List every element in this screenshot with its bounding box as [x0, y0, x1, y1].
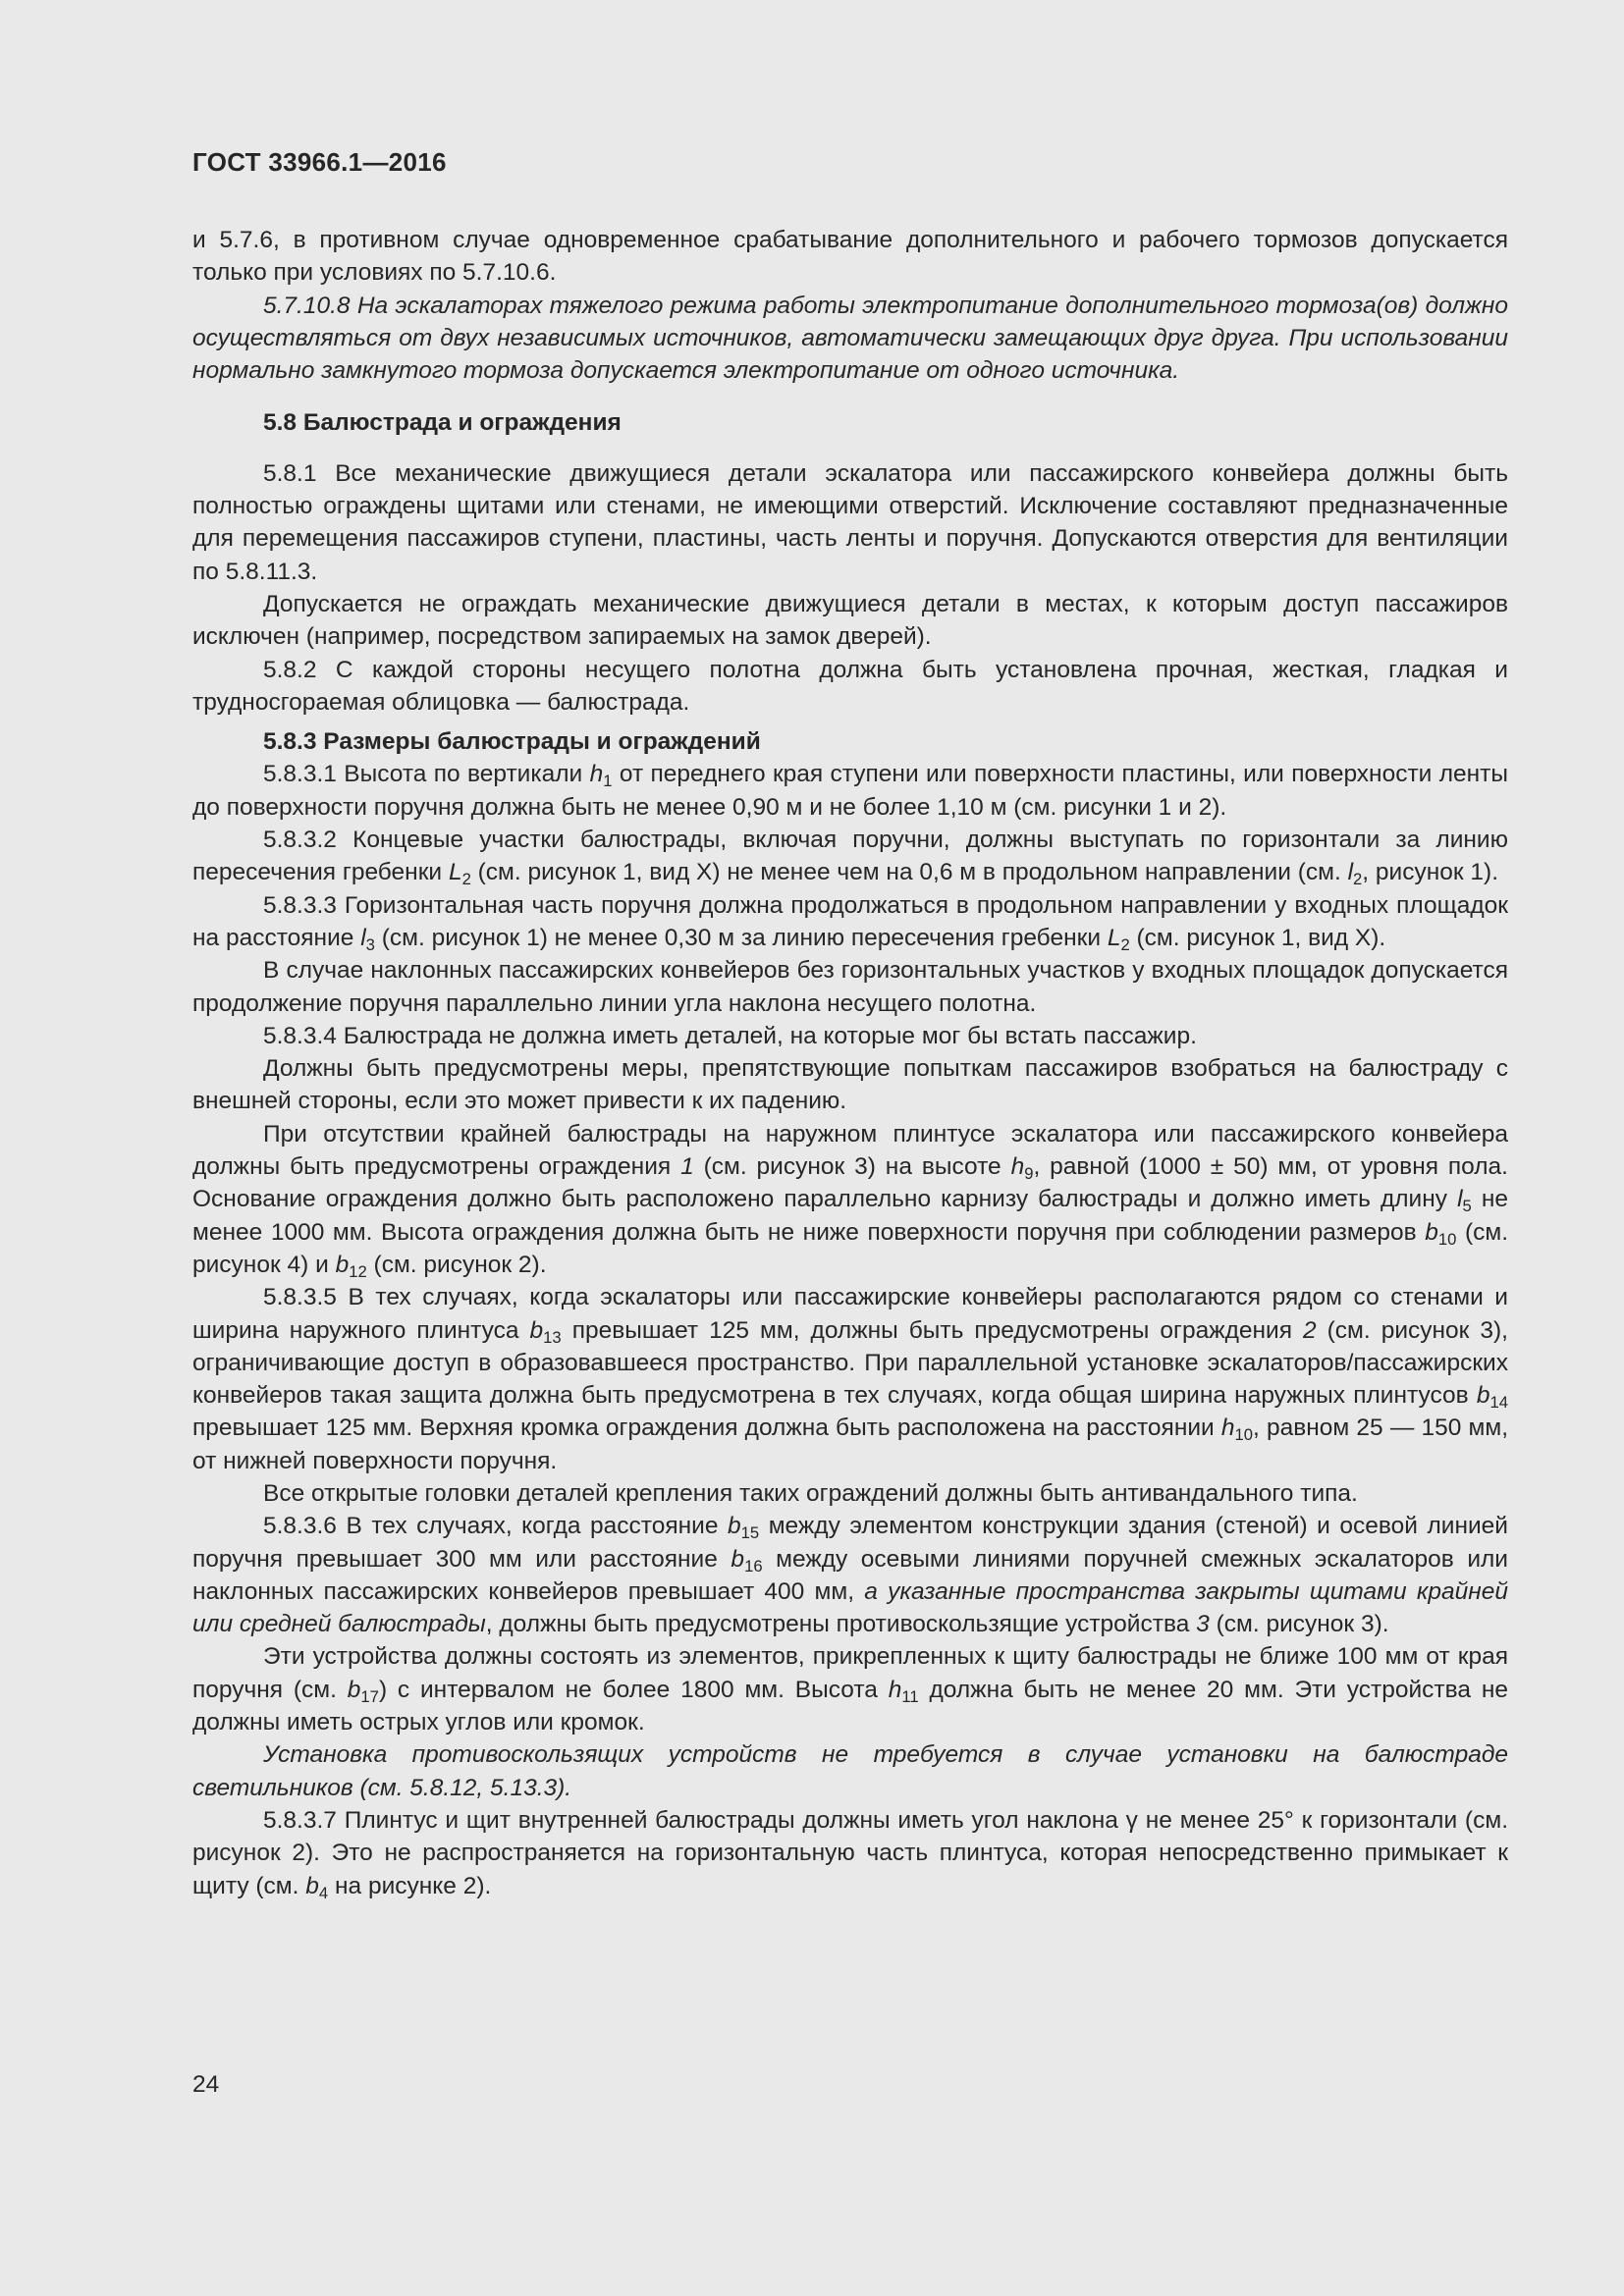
variable: 2: [1303, 1316, 1317, 1344]
italic-text: 5.7.10.8 На эскалаторах тяжелого режима работы электропитание дополнительного тормоза(ов) должно осуществляться от двух независимых источников, автоматически замещающих друг друга. При использовании нормально замкнутого тормоза допускается электропитание от одного источника.: [192, 292, 1508, 385]
text-run: превышает 125 мм. Верхняя кромка ограждения должна быть расположена на расстоянии: [192, 1415, 1221, 1442]
text-run: , должны быть предусмотрены противоскользящие устройства: [485, 1611, 1197, 1638]
subscript: 12: [349, 1261, 367, 1281]
italic-text: а указанные пространства закрыты щитами крайней или средней балюстрады: [192, 1577, 1509, 1638]
variable: h: [1010, 1153, 1025, 1181]
subscript: 1: [603, 772, 613, 791]
variable: L: [1107, 924, 1121, 951]
paragraph: [192, 889, 1508, 955]
paragraph: [192, 1118, 1508, 1281]
section-heading: 5.8 Балюстрада и ограждения: [263, 409, 622, 437]
page-number: 24: [192, 2071, 220, 2098]
subscript: 16: [744, 1556, 763, 1575]
paragraph: и 5.7.6, в противном случае одновременное срабатывание дополнительного и рабочего тормозов допускается только при условиях по 5.7.10.6.: [192, 227, 1508, 287]
paragraph-italic: [192, 290, 1508, 388]
paragraph: 5.8.1 Все механические движущиеся детали эскалатора или пассажирского конвейера должны быть полностью ограждены щитами или стенами, не имеющими отверстий. Исключение составляют предназначенные для перемещения пассажиров ступени, пластины, часть ленты и поручня. Допускаются отверстия для вентиляции по 5.8.11.3.: [192, 459, 1508, 585]
variable: L: [448, 859, 462, 886]
paragraph: [192, 758, 1508, 824]
subscript: 13: [543, 1327, 562, 1347]
text-run: , рисунок 1).: [1362, 859, 1498, 886]
variable: l: [1347, 859, 1354, 886]
text-run: (см. рисунок 3).: [1209, 1611, 1389, 1638]
variable: l: [1457, 1186, 1463, 1213]
paragraph: 5.8.3.4 Балюстрада не должна иметь деталей, на которые мог бы встать пассажир.: [263, 1022, 1197, 1049]
subscript: 2: [461, 870, 471, 889]
text-run: 5.8.3.5 В тех случаях, когда эскалаторы или пассажирские конвейеры располагаются рядом со стенами и ширина наружного плинтуса: [192, 1284, 1508, 1344]
variable: h: [1220, 1415, 1235, 1442]
text-run: не менее 1000 мм. Высота ограждения должна быть не ниже поверхности поручня при соблюдении размеров: [192, 1186, 1508, 1246]
subscript: 9: [1024, 1164, 1034, 1183]
text-run: , равном 25 — 150 мм, от нижней поверхности поручня.: [192, 1415, 1508, 1474]
text-run: ) с интервалом не более 1800 мм. Высота: [378, 1676, 889, 1703]
variable: b: [731, 1545, 745, 1573]
document-header: ГОСТ 33966.1—2016: [192, 147, 447, 177]
paragraph: [192, 1804, 1508, 1902]
paragraph: Все открытые головки деталей крепления таких ограждений должны быть антивандального типа.: [263, 1479, 1358, 1507]
text-run: (см. рисунок 2).: [366, 1251, 547, 1278]
variable: b: [1476, 1382, 1490, 1410]
text-run: (см. рисунок 3) на высоте: [693, 1153, 1011, 1181]
subscript: 4: [318, 1883, 329, 1902]
subscript: 2: [1353, 870, 1363, 889]
text-run: 5.8.3.1 Высота по вертикали: [263, 761, 590, 788]
text-run: между осевыми линиями поручней смежных эскалаторов или наклонных пассажирских конвейеров превышает 400 мм,: [192, 1545, 1508, 1605]
text-run: на рисунке 2).: [328, 1872, 492, 1899]
paragraph-italic: [192, 1738, 1508, 1804]
paragraph: [192, 1640, 1508, 1738]
text-run: (см. рисунок 1, вид X).: [1129, 924, 1386, 951]
variable: b: [347, 1676, 361, 1703]
text-run: 5.8.3.7 Плинтус и щит внутренней балюстрады должны иметь угол наклона γ не менее 25° к горизонтали (см. рисунок 2). Это не распространяется на горизонтальную часть плинтуса, которая непосредственно примыкает к щиту (см.: [192, 1806, 1508, 1899]
variable: b: [529, 1316, 544, 1344]
variable: h: [888, 1676, 902, 1703]
paragraph: [192, 1281, 1508, 1477]
variable: b: [728, 1513, 741, 1540]
document-body: [192, 224, 1508, 1902]
text-run: (см. рисунок 1) не менее 0,30 м за линию пересечения гребенки: [374, 924, 1108, 951]
text-run: (см. рисунок 3), ограничивающие доступ в образовавшееся пространство. При параллельной установке эскалаторов/пассажирских конвейеров такая защита должна быть предусмотрена в тех случаях, когда общая ширина наружных плинтусов: [192, 1316, 1508, 1410]
text-run: Эти устройства должны состоять из элементов, прикрепленных к щиту балюстрады не ближе 100 мм от края поручня (см.: [192, 1643, 1508, 1703]
text-run: (см. рисунок 4) и: [192, 1218, 1509, 1278]
subscript: 10: [1437, 1229, 1457, 1249]
variable: h: [589, 761, 604, 788]
subscript: 14: [1489, 1393, 1508, 1413]
variable: 1: [680, 1153, 694, 1181]
text-run: от переднего края ступени или поверхности пластины, или поверхности ленты до поверхности поручня должна быть не менее 0,90 м и не более 1,10 м (см. рисунки 1 и 2).: [192, 761, 1508, 821]
text-run: (см. рисунок 1, вид X) не менее чем на 0,6 м в продольном направлении (см.: [470, 859, 1348, 886]
text-run: между элементом конструкции здания (стеной) и осевой линией поручня превышает 300 мм или расстояние: [192, 1513, 1508, 1573]
text-run: должна быть не менее 20 мм. Эти устройства не должны иметь острых углов или кромок.: [192, 1676, 1508, 1736]
paragraph: Должны быть предусмотрены меры, препятствующие попыткам пассажиров взобраться на балюстраду с внешней стороны, если это может привести к их падению.: [192, 1055, 1508, 1115]
paragraph: Допускается не ограждать механические движущиеся детали в местах, к которым доступ пассажиров исключен (например, посредством запираемых на замок дверей).: [192, 590, 1508, 651]
variable: b: [335, 1251, 350, 1278]
italic-text: Установка противоскользящих устройств не требуется в случае установки на балюстраде светильников (см. 5.8.12, 5.13.3).: [192, 1741, 1508, 1801]
paragraph: [192, 824, 1508, 889]
subscript: 5: [1462, 1197, 1472, 1216]
subscript: 17: [360, 1686, 379, 1706]
text-run: При отсутствии крайней балюстрады на наружном плинтусе эскалатора или пассажирского конвейера должны быть предусмотрены ограждения: [192, 1120, 1508, 1181]
variable: 3: [1196, 1611, 1210, 1638]
text-run: 5.8.3.3 Горизонтальная часть поручня должна продолжаться в продольном направлении у входных площадок на расстояние: [192, 891, 1508, 951]
text-run: 5.8.3.6 В тех случаях, когда расстояние: [263, 1513, 729, 1540]
subscript: 15: [740, 1523, 760, 1543]
subscript: 11: [901, 1686, 919, 1706]
variable: b: [305, 1872, 319, 1899]
variable: b: [1425, 1218, 1438, 1246]
paragraph: В случае наклонных пассажирских конвейеров без горизонтальных участков у входных площадок допускается продолжение поручня параллельно линии угла наклона несущего полотна.: [192, 957, 1508, 1017]
variable: l: [360, 924, 366, 951]
paragraph: 5.8.2 С каждой стороны несущего полотна должна быть установлена прочная, жесткая, гладкая и трудносгораемая облицовка — балюстрада.: [192, 656, 1508, 716]
text-run: превышает 125 мм, должны быть предусмотрены ограждения: [561, 1316, 1303, 1344]
subscript: 10: [1234, 1425, 1254, 1445]
text-run: , равной (1000 ± 50) мм, от уровня пола. Основание ограждения должно быть расположено параллельно карнизу балюстрады и должно иметь длину: [192, 1153, 1508, 1213]
subsection-heading: 5.8.3 Размеры балюстрады и ограждений: [263, 728, 761, 756]
paragraph: [192, 1510, 1508, 1640]
subscript: 2: [1120, 934, 1130, 954]
subscript: 3: [365, 934, 375, 954]
text-run: 5.8.3.2 Концевые участки балюстрады, включая поручни, должны выступать по горизонтали за линию пересечения гребенки: [192, 827, 1508, 886]
